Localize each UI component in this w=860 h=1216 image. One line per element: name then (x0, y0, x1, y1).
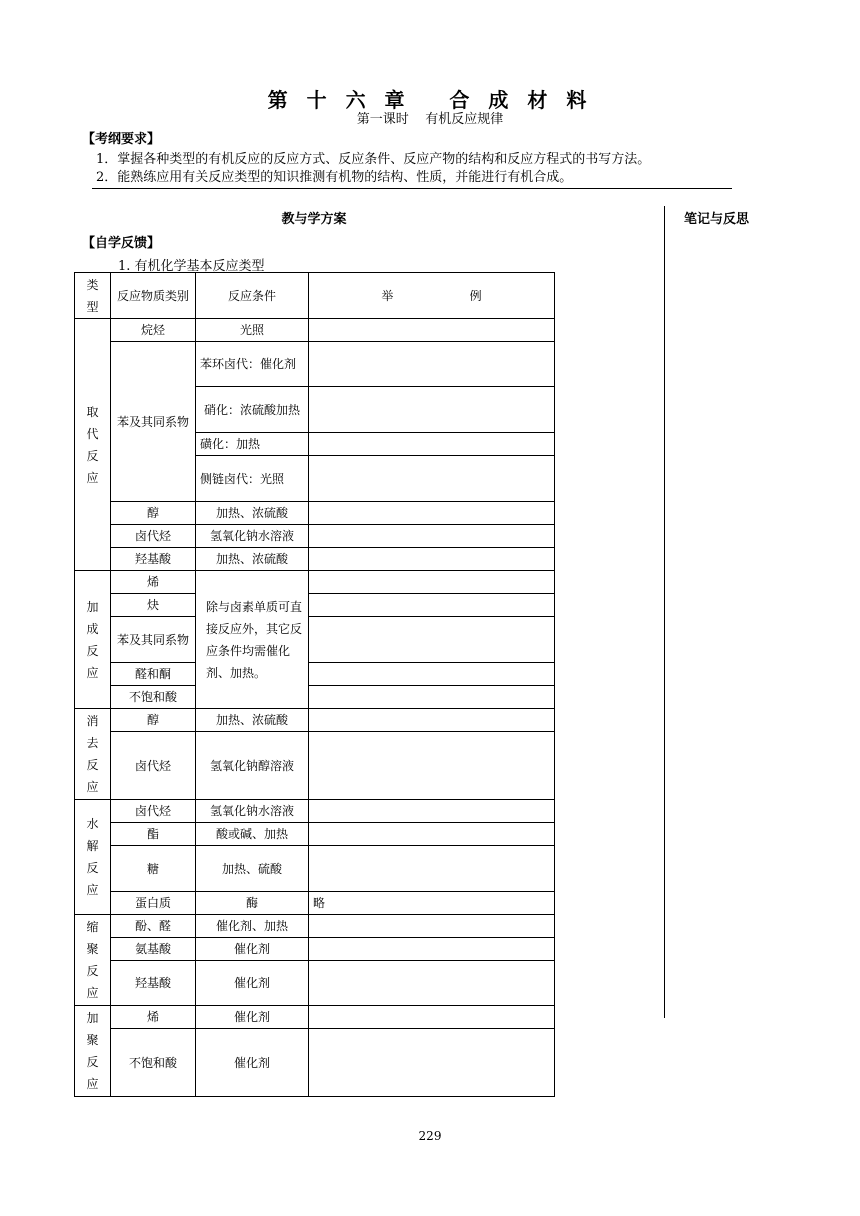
example-cell[interactable] (309, 686, 555, 709)
table-row (75, 846, 555, 892)
type-condensation: 缩聚反应 (75, 915, 111, 1006)
example-cell[interactable] (309, 594, 555, 617)
example-cell[interactable]: 略 (309, 892, 555, 915)
reactant-cell: 羟基酸 (111, 961, 196, 1006)
notes-column-divider (664, 206, 665, 1018)
example-cell[interactable] (309, 800, 555, 823)
example-cell[interactable] (309, 961, 555, 1006)
table-row (75, 915, 555, 938)
reactant-cell: 糖 (111, 846, 196, 892)
reactant-cell: 苯及其同系物 (111, 617, 196, 663)
table-row (75, 319, 555, 342)
condition-cell: 催化剂 (196, 938, 309, 961)
condition-cell: 加热、浓硫酸 (196, 709, 309, 732)
condition-cell: 催化剂、加热 (196, 915, 309, 938)
requirement-item-2: 2．能熟练应用有关反应类型的知识推测有机物的结构、性质，并能进行有机合成。 (96, 170, 573, 185)
type-polymerization: 加聚反应 (75, 1006, 111, 1097)
table-row (75, 663, 555, 686)
reactant-cell: 醇 (111, 502, 196, 525)
example-cell[interactable] (309, 938, 555, 961)
reactant-cell: 烯 (111, 1006, 196, 1029)
reactant-cell: 烷烃 (111, 319, 196, 342)
table-header-row (75, 273, 555, 319)
example-cell[interactable] (309, 456, 555, 502)
reactant-cell: 酯 (111, 823, 196, 846)
header-divider (92, 188, 732, 189)
reactant-cell: 酚、醛 (111, 915, 196, 938)
condition-cell: 酸或碱、加热 (196, 823, 309, 846)
condition-cell: 加热、硫酸 (196, 846, 309, 892)
table-row (75, 617, 555, 663)
table-row (75, 961, 555, 1006)
reactant-cell: 炔 (111, 594, 196, 617)
condition-cell: 氢氧化钠醇溶液 (196, 732, 309, 800)
plan-heading: 教与学方案 (281, 212, 347, 227)
example-cell[interactable] (309, 617, 555, 663)
table-row (75, 1006, 555, 1029)
lesson-title: 第一课时 有机反应规律 (356, 112, 504, 127)
example-cell[interactable] (309, 548, 555, 571)
example-cell[interactable] (309, 846, 555, 892)
condition-cell: 氢氧化钠水溶液 (196, 525, 309, 548)
condition-cell: 光照 (196, 319, 309, 342)
table-row (75, 548, 555, 571)
page-number: 229 (418, 1129, 442, 1143)
example-cell[interactable] (309, 732, 555, 800)
example-cell[interactable] (309, 342, 555, 387)
requirements-heading: 【考纲要求】 (82, 132, 161, 147)
example-cell[interactable] (309, 1029, 555, 1097)
table-row (75, 892, 555, 915)
example-cell[interactable] (309, 571, 555, 594)
example-cell[interactable] (309, 915, 555, 938)
table-row (75, 686, 555, 709)
condition-cell: 侧链卤代：光照 (196, 456, 309, 502)
reactant-cell: 不饱和酸 (111, 1029, 196, 1097)
type-elimination: 消去反应 (75, 709, 111, 800)
table-row (75, 938, 555, 961)
example-cell[interactable] (309, 663, 555, 686)
condition-cell: 硝化：浓硫酸加热 (196, 387, 309, 433)
reactant-cell: 醇 (111, 709, 196, 732)
table-row (75, 594, 555, 617)
condition-cell: 磺化：加热 (196, 433, 309, 456)
reactant-cell: 氨基酸 (111, 938, 196, 961)
example-cell[interactable] (309, 433, 555, 456)
header-condition: 反应条件 (196, 273, 309, 319)
example-cell[interactable] (309, 502, 555, 525)
header-example: 举 例 (309, 273, 555, 319)
example-cell[interactable] (309, 387, 555, 433)
condition-cell: 苯环卤代：催化剂 (196, 342, 309, 387)
condition-cell: 催化剂 (196, 1029, 309, 1097)
table-row (75, 732, 555, 800)
reactant-cell: 苯及其同系物 (111, 342, 196, 502)
example-cell[interactable] (309, 709, 555, 732)
type-addition: 加成反应 (75, 571, 111, 709)
table-row (75, 571, 555, 594)
condition-cell: 催化剂 (196, 1006, 309, 1029)
example-cell[interactable] (309, 823, 555, 846)
condition-cell: 氢氧化钠水溶液 (196, 800, 309, 823)
reactant-cell: 不饱和酸 (111, 686, 196, 709)
header-type: 类型 (75, 273, 111, 319)
addition-shared-condition: 除与卤素单质可直接反应外，其它反应条件均需催化剂、加热。 (196, 571, 309, 709)
condition-cell: 加热、浓硫酸 (196, 548, 309, 571)
reactant-cell: 醛和酮 (111, 663, 196, 686)
table-row (75, 502, 555, 525)
reactant-cell: 卤代烃 (111, 525, 196, 548)
table-row (75, 709, 555, 732)
requirement-item-1: 1．掌握各种类型的有机反应的反应方式、反应条件、反应产物的结构和反应方程式的书写方法。 (96, 152, 651, 167)
table-caption: 1. 有机化学基本反应类型 (118, 259, 265, 274)
condition-cell: 催化剂 (196, 961, 309, 1006)
table-row (75, 1029, 555, 1097)
reaction-types-table (74, 272, 555, 1097)
type-hydrolysis: 水解反应 (75, 800, 111, 915)
chapter-title: 第 十 六 章 合 成 材 料 (267, 88, 593, 112)
reactant-cell: 烯 (111, 571, 196, 594)
header-reactant: 反应物质类别 (111, 273, 196, 319)
table-row (75, 800, 555, 823)
reactant-cell: 羟基酸 (111, 548, 196, 571)
reactant-cell: 蛋白质 (111, 892, 196, 915)
example-cell[interactable] (309, 1006, 555, 1029)
condition-cell: 酶 (196, 892, 309, 915)
condition-cell: 加热、浓硫酸 (196, 502, 309, 525)
notes-heading: 笔记与反思 (684, 212, 750, 227)
reactant-cell: 卤代烃 (111, 732, 196, 800)
type-substitution: 取代反应 (75, 319, 111, 571)
reactant-cell: 卤代烃 (111, 800, 196, 823)
self-study-heading: 【自学反馈】 (82, 236, 161, 251)
table-row (75, 823, 555, 846)
table-row (75, 342, 555, 387)
example-cell[interactable] (309, 525, 555, 548)
example-cell[interactable] (309, 319, 555, 342)
table-row (75, 525, 555, 548)
